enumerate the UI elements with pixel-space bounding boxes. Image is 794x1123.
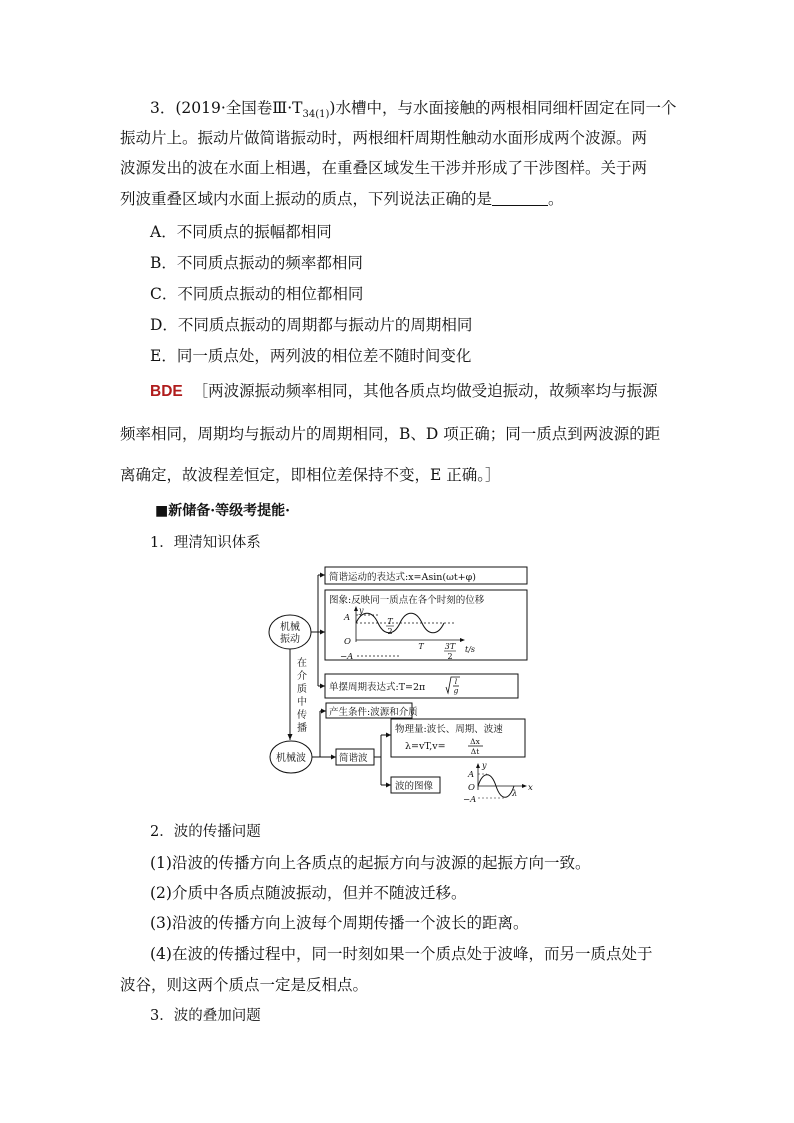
section-item-3: 3．波的叠加问题 [150,1008,261,1024]
section-item-1: 1．理清知识体系 [150,535,261,551]
question-text-4: 列波重叠区域内水面上振动的质点，下列说法正确的是 [120,190,493,208]
pendulum-num: l [454,677,458,686]
box-image-text: 图象:反映同一质点在各个时刻的位移 [329,595,485,606]
propagate-char-1: 在 [297,658,307,669]
section-heading: ■新储备·等级考提能· [155,503,290,519]
point-3: (3)沿波的传播方向上波每个周期传播一个波长的距离。 [150,914,529,932]
g1-3t-label: 3T [444,642,456,651]
g1-t-label: T [418,642,424,651]
propagate-char-3: 质 [297,684,307,695]
propagate-char-4: 中 [297,697,307,708]
g2-lambda-label: λ [512,789,518,799]
g1-axis-t: t/s [465,645,476,654]
answer-line-3: 离确定，故波程差恒定，即相位差保持不变，E 正确。］ [120,466,501,484]
g1-3t-den: 2 [447,652,453,661]
question-number: 3． [150,99,176,117]
propagate-char-2: 介 [297,671,307,682]
question-source-close: ) [329,99,336,117]
section-item-2: 2．波的传播问题 [150,824,261,840]
g2-x-label: x [528,783,533,793]
option-b: B．不同质点振动的频率都相同 [150,254,363,272]
g2-y-label: y [482,761,487,770]
wave-graph [463,761,533,805]
phys-num: Δx [470,737,480,746]
propagate-char-6: 播 [297,723,307,734]
node-vibration-label-1: 机械 [280,622,300,633]
g1-o-label: O [344,637,351,647]
g1-t2-den: 2 [387,627,393,636]
phys-den: Δt [470,747,480,756]
g2-a-label: A [468,770,475,780]
option-a: A．不同质点的振幅都相同 [150,223,332,241]
node-wave-label: 机械波 [276,753,306,764]
question-source: (2019·全国卷Ⅲ·T [175,99,303,117]
g1-nega-label: −A [340,652,354,662]
point-4-cont: 波谷，则这两个质点一定是反相点。 [120,976,369,994]
vibration-graph [340,606,475,662]
g1-a-label: A [344,613,351,623]
box-pendulum-text: 单摆周期表达式:T=2π [329,682,426,693]
g1-t2-label: T [387,617,393,626]
question-line-1 [150,98,676,125]
propagate-char-5: 传 [297,710,307,721]
box-simple-text: 简谐波 [339,753,368,764]
box-phys-text-1: 物理量:波长、周期、波速 [395,724,503,735]
question-line-4 [120,189,564,209]
g1-y-label: y [359,606,364,615]
question-text-4-end: 。 [548,190,564,208]
option-e: E．同一质点处，两列波的相位差不随时间变化 [150,347,472,365]
answer-blank [492,191,548,206]
pendulum-den: g [453,686,459,695]
question-line-3: 波源发出的波在水面上相遇，在重叠区域发生干涉并形成了干涉图样。关于两 [120,159,648,177]
knowledge-diagram [260,560,550,806]
question-text-1: 水槽中，与水面接触的两根相同细杆固定在同一个 [335,99,677,117]
answer-letters: BDE [150,383,183,400]
point-4: (4)在波的传播过程中，同一时刻如果一个质点处于波峰，而另一质点处于 [150,945,653,963]
answer-line-2: 频率相同，周期均与振动片的周期相同，B、D 项正确；同一质点到两波源的距 [120,425,661,443]
option-d: D．不同质点振动的周期都与振动片的周期相同 [150,316,473,334]
g2-nega-label: −A [463,795,477,805]
box-phys-text-2: λ=vT,v= [405,741,446,752]
point-2: (2)介质中各质点随波振动，但并不随波迁移。 [150,884,467,902]
box-cond-text: 产生条件:波源和介质 [329,707,418,718]
g2-o-label: O [468,783,475,793]
box-wavegraph-text: 波的图像 [395,781,434,792]
answer-text-1: ［两波源振动频率相同，其他各质点均做受迫振动，故频率均与振源 [192,382,658,400]
box-expr-text: 简谐运动的表达式:x=Asin(ωt+φ) [329,572,476,583]
point-1: (1)沿波的传播方向上各质点的起振方向与波源的起振方向一致。 [150,854,591,872]
node-vibration-label-2: 振动 [280,634,300,645]
option-c: C．不同质点振动的相位都相同 [150,285,364,303]
question-source-sub: 34(1) [302,109,330,120]
question-line-2: 振动片上。振动片做简谐振动时，两根细杆周期性触动水面形成两个波源。两 [120,129,648,147]
answer-line-1 [150,381,658,402]
